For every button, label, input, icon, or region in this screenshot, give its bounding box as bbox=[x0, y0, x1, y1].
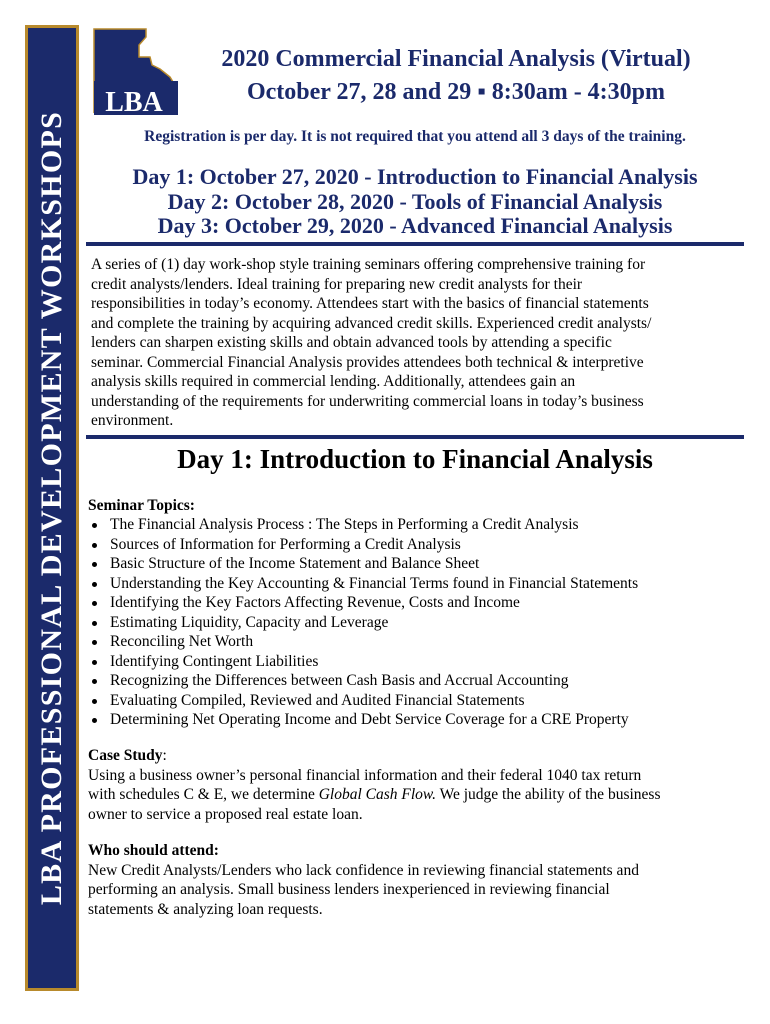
intro-line: A series of (1) day work-shop style training seminars offering comprehensive training for bbox=[91, 256, 646, 273]
intro-line: responsibilities in today’s economy. Attendees start with the basics of financial statements bbox=[91, 295, 649, 312]
case-study-line bbox=[88, 785, 748, 805]
case-study bbox=[88, 746, 748, 824]
who-line: statements & analyzing loan requests. bbox=[88, 900, 323, 918]
intro-line: understanding of the requirements for underwriting commercial loans in today’s business bbox=[91, 392, 644, 410]
list-item: Basic Structure of the Income Statement and Balance Sheet bbox=[88, 554, 738, 574]
list-item: Sources of Information for Performing a Credit Analysis bbox=[88, 535, 738, 555]
sidebar-title: LBA PROFESSIONAL DEVELOPMENT WORKSHOPS bbox=[35, 110, 68, 906]
who-label: Who should attend: bbox=[88, 842, 219, 859]
page-title: 2020 Commercial Financial Analysis (Virtual) bbox=[221, 46, 691, 72]
case-study-text: with schedules C & E, we determine bbox=[88, 786, 319, 803]
intro-line: analysis skills required in commercial lending. Additionally, attendees gain an bbox=[91, 373, 576, 390]
list-item: Estimating Liquidity, Capacity and Leverage bbox=[88, 613, 738, 633]
logo-text: LBA bbox=[105, 87, 163, 117]
list-item: The Financial Analysis Process : The Steps in Performing a Credit Analysis bbox=[88, 515, 738, 535]
divider bbox=[86, 435, 744, 439]
day-3-line: Day 3: October 29, 2020 - Advanced Financial Analysis bbox=[157, 213, 673, 238]
list-item: Reconciling Net Worth bbox=[88, 632, 738, 652]
sidebar-banner bbox=[25, 25, 79, 991]
list-item: Determining Net Operating Income and Debt Service Coverage for a CRE Property bbox=[88, 710, 738, 730]
intro-line: environment. bbox=[91, 412, 174, 429]
intro-line: seminar. Commercial Financial Analysis provides attendees both technical & interpretive bbox=[91, 353, 644, 371]
case-study-line: Using a business owner’s personal financial information and their federal 1040 tax return bbox=[88, 766, 642, 784]
list-item: Recognizing the Differences between Cash Basis and Accrual Accounting bbox=[88, 671, 738, 691]
who-line: New Credit Analysts/Lenders who lack confidence in reviewing financial statements and bbox=[88, 861, 639, 879]
topics-label: Seminar Topics: bbox=[88, 497, 195, 514]
case-study-line: owner to service a proposed real estate loan. bbox=[88, 805, 363, 823]
case-study-text: We judge the ability of the business bbox=[436, 786, 661, 803]
intro-line: and complete the training by acquiring advanced credit skills. Experienced credit analysts/ bbox=[91, 314, 652, 332]
list-item: Evaluating Compiled, Reviewed and Audited Financial Statements bbox=[88, 691, 738, 711]
intro-paragraph bbox=[91, 255, 741, 431]
list-item: Identifying Contingent Liabilities bbox=[88, 652, 738, 672]
registration-note: Registration is per day. It is not required that you attend all 3 days of the training. bbox=[144, 128, 686, 145]
case-study-label: Case Study bbox=[88, 747, 163, 764]
global-cash-flow-term: Global Cash Flow. bbox=[318, 786, 436, 803]
case-study-colon: : bbox=[162, 747, 167, 764]
list-item: Identifying the Key Factors Affecting Revenue, Costs and Income bbox=[88, 593, 738, 613]
day-1-line: Day 1: October 27, 2020 - Introduction to Financial Analysis bbox=[132, 164, 698, 189]
louisiana-map-icon bbox=[90, 27, 178, 117]
day-2-line: Day 2: October 28, 2020 - Tools of Financial Analysis bbox=[167, 188, 663, 214]
intro-line: lenders can sharpen existing skills and obtain advanced tools by attending a specific bbox=[91, 334, 612, 351]
intro-line: credit analysts/lenders. Ideal training for preparing new credit analysts for their bbox=[91, 275, 583, 293]
list-item: Understanding the Key Accounting & Financial Terms found in Financial Statements bbox=[88, 574, 738, 594]
day-schedule bbox=[90, 165, 740, 239]
who-line: performing an analysis. Small business lenders inexperienced in reviewing financial bbox=[88, 881, 610, 898]
case-study-heading bbox=[88, 746, 748, 766]
event-dates: October 27, 28 and 29 ▪ 8:30am - 4:30pm bbox=[246, 79, 666, 105]
lba-logo bbox=[90, 27, 178, 117]
divider bbox=[86, 242, 744, 246]
seminar-topics bbox=[88, 497, 738, 730]
who-should-attend bbox=[88, 841, 748, 919]
topics-list bbox=[88, 515, 738, 730]
section-title: Day 1: Introduction to Financial Analysis bbox=[177, 444, 653, 474]
